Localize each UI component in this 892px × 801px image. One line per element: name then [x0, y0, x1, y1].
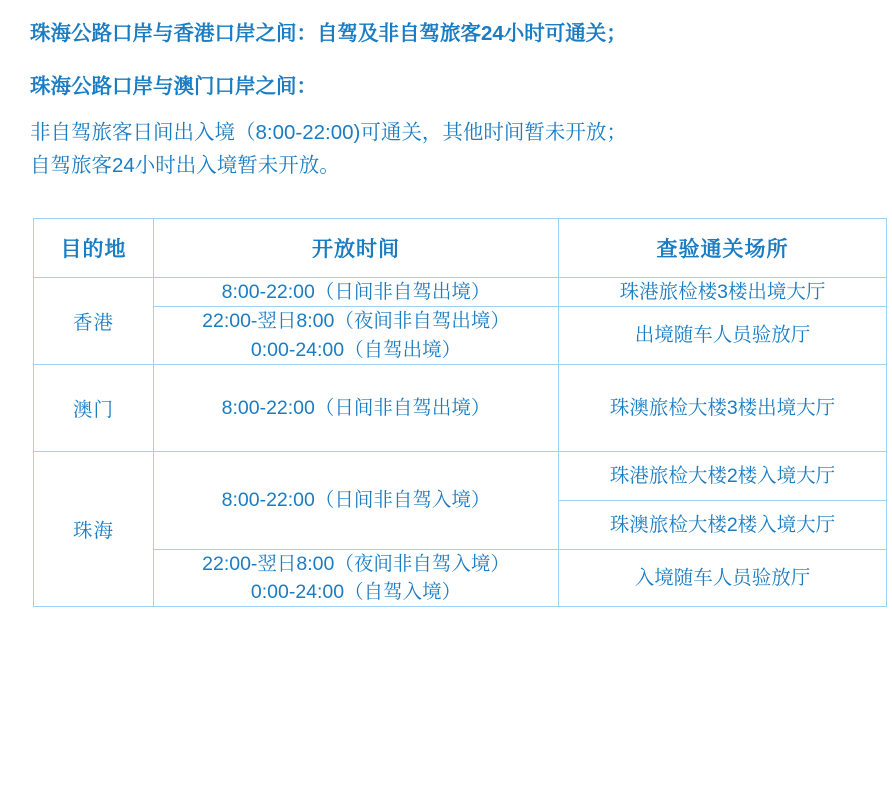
table-row [34, 364, 887, 451]
place-cell: 出境随车人员验放厅 [559, 307, 887, 365]
table-row [34, 549, 887, 607]
place-cell: 入境随车人员验放厅 [559, 549, 887, 607]
time-cell [154, 307, 559, 365]
time-cell [154, 364, 559, 451]
intro-line-4: 自驾旅客24小时出入境暂未开放。 [30, 154, 340, 178]
place-cell: 珠港旅检大楼2楼入境大厅 [559, 451, 887, 500]
intro-text-block [30, 18, 862, 182]
time-line: 22:00-翌日8:00（夜间非自驾入境） [202, 552, 510, 575]
time-line: 8:00-22:00（日间非自驾出境） [221, 396, 491, 419]
intro-line-1: 珠海公路口岸与香港口岸之间：自驾及非自驾旅客24小时可通关； [30, 22, 627, 45]
destination-macau: 澳门 [34, 364, 154, 451]
time-cell [154, 549, 559, 607]
time-line: 22:00-翌日8:00（夜间非自驾出境） [202, 310, 510, 333]
column-header-inspection-place: 查验通关场所 [559, 219, 887, 278]
intro-line-3: 非自驾旅客日间出入境（8:00-22:00)可通关，其他时间暂未开放； [30, 120, 627, 144]
destination-hongkong: 香港 [34, 278, 154, 365]
column-header-open-time: 开放时间 [154, 219, 559, 278]
time-line: 0:00-24:00（自驾出境） [250, 338, 462, 361]
time-cell [154, 451, 559, 549]
table-header-row [34, 219, 887, 278]
place-cell: 珠澳旅检大楼3楼出境大厅 [559, 364, 887, 451]
intro-line-2: 珠海公路口岸与澳门口岸之间： [30, 74, 317, 98]
place-cell: 珠澳旅检大楼2楼入境大厅 [559, 500, 887, 549]
time-cell [154, 278, 559, 307]
destination-zhuhai: 珠海 [34, 451, 154, 607]
time-line: 0:00-24:00（自驾入境） [250, 581, 462, 604]
table-row [34, 451, 887, 500]
place-cell: 珠港旅检楼3楼出境大厅 [559, 278, 887, 307]
column-header-destination: 目的地 [34, 219, 154, 278]
time-line: 8:00-22:00（日间非自驾出境） [221, 281, 491, 304]
time-line: 8:00-22:00（日间非自驾入境） [221, 489, 491, 512]
border-crossing-schedule-table [33, 218, 887, 607]
table-row [34, 307, 887, 365]
table-row [34, 278, 887, 307]
